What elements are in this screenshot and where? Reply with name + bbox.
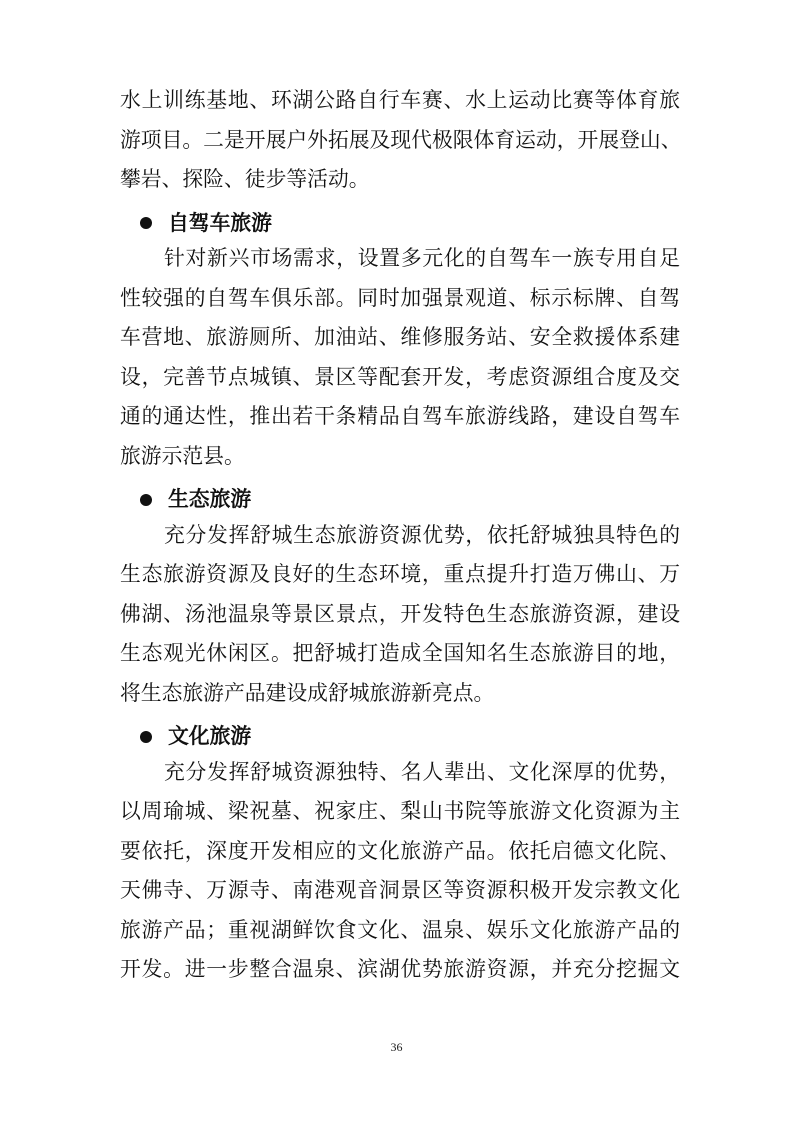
text-line: 开发。进一步整合温泉、滨湖优势旅游资源，并充分挖掘文 [120, 957, 680, 981]
bullet-icon [140, 494, 152, 506]
text-line: 车营地、旅游厕所、加油站、维修服务站、安全救援体系建 [120, 325, 680, 349]
section-eco [120, 480, 680, 717]
text-line: 游项目。二是开展户外拓展及现代极限体育运动，开展登山、 [120, 127, 682, 152]
section-title: 自驾车旅游 [168, 210, 272, 235]
text-line: 充分发挥舒城生态旅游资源优势，依托舒城独具特色的 [164, 522, 680, 547]
text-line: 性较强的自驾车俱乐部。同时加强景观道、标示标牌、自驾 [120, 285, 680, 310]
text-line: 佛湖、汤池温泉等景区景点，开发特色生态旅游资源，建设 [120, 601, 680, 626]
text-line: 将生态旅游产品建设成舒城旅游新亮点。 [120, 680, 495, 705]
text-line: 以周瑜城、梁祝墓、祝家庄、梨山书院等旅游文化资源为主 [120, 799, 680, 823]
bullet-icon [140, 731, 152, 743]
section-heading [120, 717, 680, 757]
section-title: 文化旅游 [168, 724, 252, 749]
text-line: 旅游产品；重视湖鲜饮食文化、温泉、娱乐文化旅游产品的 [120, 917, 680, 942]
text-line: 旅游示范县。 [120, 443, 245, 468]
section-heading [120, 204, 680, 244]
text-line: 针对新兴市场需求，设置多元化的自驾车一族专用自足 [164, 246, 680, 270]
document-body [120, 85, 680, 994]
text-line: 要依托，深度开发相应的文化旅游产品。依托启德文化院、 [120, 838, 680, 863]
section-heading [120, 480, 680, 520]
text-line: 充分发挥舒城资源独特、名人辈出、文化深厚的优势， [164, 759, 680, 784]
intro-paragraph [120, 85, 680, 204]
text-line: 天佛寺、万源寺、南港观音洞景区等资源积极开发宗教文化 [120, 878, 680, 902]
text-line: 设，完善节点城镇、景区等配套开发，考虑资源组合度及交 [120, 364, 680, 389]
page-number: 36 [390, 1040, 403, 1054]
text-line: 生态旅游资源及良好的生态环境，重点提升打造万佛山、万 [120, 562, 680, 586]
bullet-icon [140, 217, 152, 229]
section-title: 生态旅游 [168, 487, 252, 512]
section-culture [120, 717, 680, 994]
text-line: 攀岩、探险、徒步等活动。 [120, 167, 370, 191]
text-line: 生态观光休闲区。把舒城打造成全国知名生态旅游目的地， [120, 641, 680, 665]
section-self-drive [120, 204, 680, 481]
text-line: 通的通达性，推出若干条精品自驾车旅游线路，建设自驾车 [120, 404, 680, 428]
text-line: 水上训练基地、环湖公路自行车赛、水上运动比赛等体育旅 [120, 88, 680, 112]
